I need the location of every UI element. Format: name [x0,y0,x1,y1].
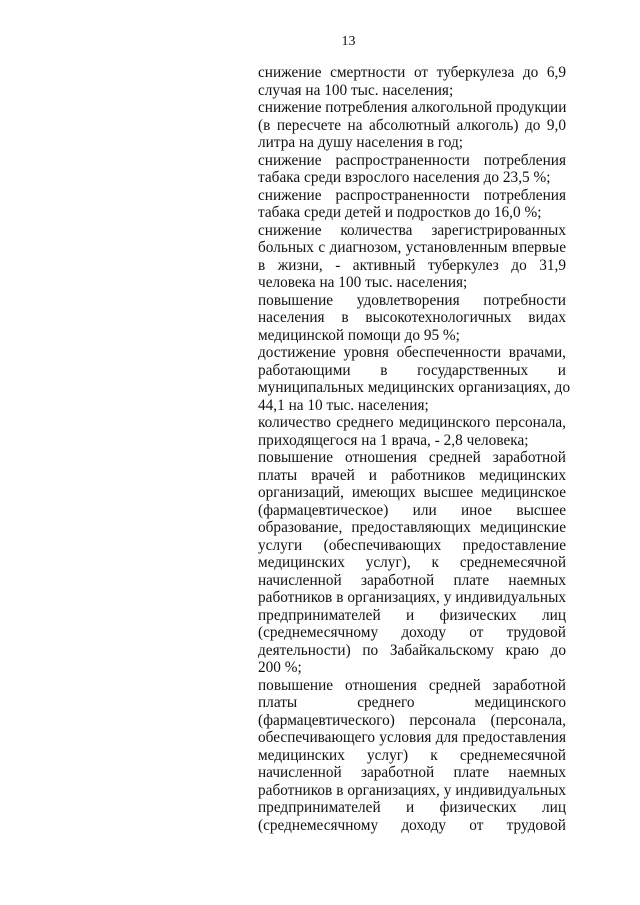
text-line: табака среди детей и подростков до 16,0 %; [258,204,542,221]
text-line: медицинской помощи до 95 %; [258,326,460,344]
text-line: работников в организациях, у индивидуальных [258,589,566,606]
text-line: снижение потребления алкогольной продукции [258,99,567,116]
text-line: снижение количества зарегистрированных [258,221,566,239]
text-line: 200 %; [258,659,302,676]
text-line: населения в высокотехнологичных видах [258,309,566,326]
text-line: платы среднего медицинского [258,694,566,711]
text-line: (фармацевтического) персонала (персонала, [258,711,566,729]
text-line: начисленной заработной плате наемных [258,571,566,589]
text-line: снижение распространенности потребления [258,186,566,204]
text-line: начисленной заработной плате наемных [258,764,566,781]
text-line: человека на 100 тыс. населения; [258,274,468,291]
text-line: табака среди взрослого населения до 23,5 %; [258,169,551,186]
text-line: предпринимателей и физических лиц [258,606,566,624]
text-line: медицинских услуг) к среднемесячной [258,746,566,764]
text-line: снижение смертности от туберкулеза до 6,9 [258,64,566,81]
text-line: организаций, имеющих высшее медицинское [258,484,566,501]
text-line: платы врачей и работников медицинских [258,466,566,484]
text-line: в жизни, - активный туберкулез до 31,9 [258,256,566,274]
text-line: (фармацевтическое) или иное высшее [258,501,566,519]
text-line: повышение удовлетворения потребности [258,291,566,309]
text-line: образование, предоставляющих медицинские [258,519,566,536]
text-line: количество среднего медицинского персонала, [258,414,566,431]
text-line: повышение отношения средней заработной [258,449,566,466]
text-line: больных с диагнозом, установленным впервые [258,239,566,256]
text-line: работников в организациях, у индивидуальных [258,781,566,799]
text-line: достижение уровня обеспеченности врачами, [258,344,566,361]
text-line: повышение отношения средней заработной [258,676,566,694]
text-line: работающими в государственных и [258,361,566,379]
text-line: предпринимателей и физических лиц [258,799,566,816]
text-line: снижение распространенности потребления [258,151,566,169]
text-line: (среднемесячному доходу от трудовой [258,624,566,641]
text-line: случая на 100 тыс. населения; [258,81,454,99]
text-line: медицинских услуг), к среднемесячной [258,554,566,571]
document-body [258,64,571,834]
text-line: приходящегося на 1 врача, - 2,8 человека; [258,431,529,449]
text-line: деятельности) по Забайкальскому краю до [258,641,566,659]
text-line: (в пересчете на абсолютный алкоголь) до 9,0 [258,116,566,134]
text-line: услуги (обеспечивающих предоставление [258,536,566,554]
text-line: 44,1 на 10 тыс. населения; [258,396,429,414]
text-line: (среднемесячному доходу от трудовой [258,816,566,834]
text-line: обеспечивающего условия для предоставления [258,729,566,746]
text-line: литра на душу населения в год; [258,134,464,151]
page-number: 13 [341,34,356,49]
text-line: муниципальных медицинских организациях, до [258,379,571,396]
